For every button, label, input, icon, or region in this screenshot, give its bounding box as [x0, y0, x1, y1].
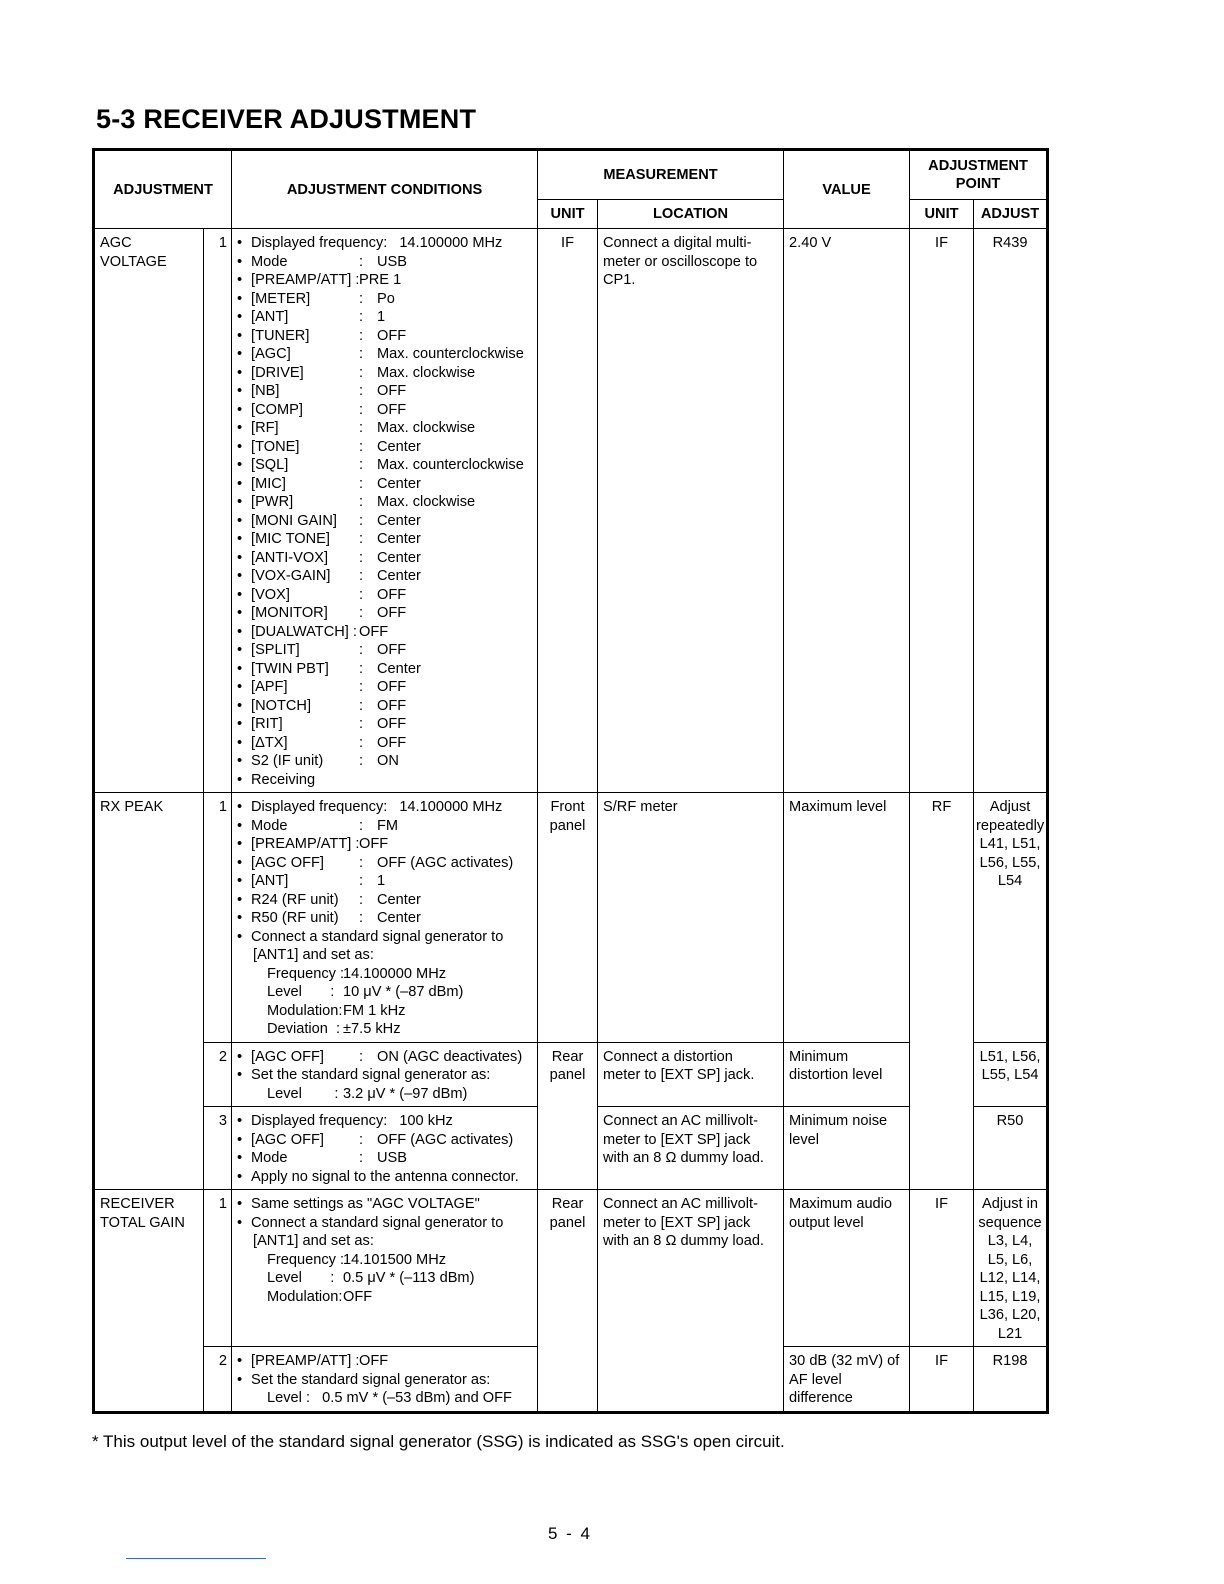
signal-setting: Frequency : 14.101500 MHz — [267, 1251, 447, 1268]
measure-unit: Rear panel — [538, 1190, 598, 1413]
adj-unit: IF — [910, 229, 974, 793]
condition-item: • [VOX] : OFF — [237, 586, 407, 603]
adjustment-name: RECEIVER TOTAL GAIN — [94, 1190, 204, 1413]
value: Minimum distortion level — [784, 1042, 910, 1107]
adjust-point: L51, L56, L55, L54 — [974, 1042, 1048, 1107]
adjustment-table — [92, 148, 1049, 1414]
adjustment-name: AGC VOLTAGE — [94, 229, 204, 793]
value: 2.40 V — [784, 229, 910, 793]
condition-item: • R50 (RF unit) : Center — [237, 910, 421, 926]
measure-location: S/RF meter — [598, 793, 784, 1043]
conditions-list: • Displayed frequency: 14.100000 MHz • Mode : FM • [PREAMP/ATT] : OFF • [AGC OFF] : OFF (AGC activates) • [ANT] : 1 • R24 (RF unit) : Center • R50 (RF unit) : Center • Connect a standard signal generator to [ANT1] and set as: Frequency : 14.100000 MHz Level : 10 μV * (–87 dBm) Modulation: FM 1 kHz Deviation : ±7.5 kHz — [232, 793, 538, 1043]
conditions-list: • Displayed frequency: 100 kHz • [AGC OFF] : OFF (AGC activates) • Mode : USB • Apply no signal to the antenna connector. — [232, 1107, 538, 1190]
condition-item: • [DUALWATCH] : OFF — [237, 623, 389, 640]
adjustment-name: RX PEAK — [94, 793, 204, 1190]
step-number: 3 — [204, 1107, 232, 1190]
signal-setting: Modulation: FM 1 kHz — [267, 1002, 406, 1019]
condition-item: • Mode : FM — [237, 817, 399, 834]
condition-item: • Displayed frequency: 100 kHz — [237, 1113, 453, 1129]
signal-setting: Deviation : ±7.5 kHz — [267, 1021, 401, 1037]
header-location: LOCATION — [598, 200, 784, 229]
condition-item: • [MONITOR] : OFF — [237, 605, 407, 621]
condition-item: • Displayed frequency: 14.100000 MHz — [237, 235, 503, 251]
condition-item: • [AGC OFF] : OFF (AGC activates) — [237, 1131, 514, 1148]
condition-item: • [MIC] : Center — [237, 475, 421, 492]
measure-location: Connect a distortion meter to [EXT SP] jack. — [598, 1042, 784, 1107]
signal-setting: Level : 10 μV * (–87 dBm) — [267, 984, 464, 1000]
conditions-list: • [PREAMP/ATT] : OFF • Set the standard signal generator as: Level : 0.5 mV * (–53 dBm) and OFF — [232, 1347, 538, 1413]
condition-item: • [TWIN PBT] : Center — [237, 660, 421, 677]
condition-item: • [ANT] : 1 — [237, 309, 386, 325]
adjust-point: R198 — [974, 1347, 1048, 1413]
condition-item: • [PWR] : Max. clockwise — [237, 494, 476, 510]
divider — [126, 1558, 266, 1559]
table-row — [94, 1042, 1048, 1107]
table-row — [94, 229, 1048, 793]
header-adj-unit: UNIT — [910, 200, 974, 229]
adjust-point: Adjust in sequence L3, L4, L5, L6, L12, L14, L15, L19, L36, L20, L21 — [974, 1190, 1048, 1347]
measure-location: Connect a digital multi- meter or oscilloscope to CP1. — [598, 229, 784, 793]
header-unit: UNIT — [538, 200, 598, 229]
adj-unit: RF — [910, 793, 974, 1190]
measure-unit: Front panel — [538, 793, 598, 1043]
condition-item: • [RIT] : OFF — [237, 716, 407, 732]
measure-location: Connect an AC millivolt- meter to [EXT SP] jack with an 8 Ω dummy load. — [598, 1107, 784, 1190]
page-title: 5-3 RECEIVER ADJUSTMENT — [96, 104, 477, 134]
signal-setting: Modulation: OFF — [267, 1288, 373, 1305]
condition-item: • [MONI GAIN] : Center — [237, 512, 421, 529]
condition-item: • [SQL] : Max. counterclockwise — [237, 457, 524, 473]
condition-item: • [NOTCH] : OFF — [237, 697, 407, 714]
page-number: 5 - 4 — [548, 1524, 593, 1543]
signal-setting: Level : 0.5 μV * (–113 dBm) — [267, 1270, 475, 1286]
conditions-list: • [AGC OFF] : ON (AGC deactivates) • Set the standard signal generator as: Level : 3.2 μV * (–97 dBm) — [232, 1042, 538, 1107]
condition-item: • [PREAMP/ATT] : PRE 1 — [237, 272, 402, 288]
condition-item: • Mode : USB — [237, 253, 408, 270]
condition-item: • [RF] : Max. clockwise — [237, 420, 476, 436]
condition-item: • [METER] : Po — [237, 290, 395, 307]
condition-item: • [MIC TONE] : Center — [237, 531, 421, 547]
condition-item: • R24 (RF unit) : Center — [237, 891, 421, 908]
condition-item: • [AGC] : Max. counterclockwise — [237, 346, 524, 362]
header-adjustment-point: ADJUSTMENT POINT — [910, 150, 1048, 200]
condition-item: • Receiving — [237, 771, 316, 788]
condition-item: • [NB] : OFF — [237, 383, 407, 399]
header-conditions: ADJUSTMENT CONDITIONS — [232, 150, 538, 229]
header-value: VALUE — [784, 150, 910, 229]
condition-item: • [SPLIT] : OFF — [237, 642, 407, 658]
condition-item: • [DRIVE] : Max. clockwise — [237, 364, 476, 381]
measure-unit: Rear panel — [538, 1042, 598, 1190]
footnote: * This output level of the standard signal generator (SSG) is indicated as SSG's open circuit. — [92, 1432, 785, 1451]
value: Maximum level — [784, 793, 910, 1043]
header-measurement: MEASUREMENT — [538, 150, 784, 200]
step-number: 2 — [204, 1042, 232, 1107]
condition-item: • Displayed frequency: 14.100000 MHz — [237, 799, 503, 815]
step-number: 1 — [204, 229, 232, 793]
condition-item: • [ΔTX] : OFF — [237, 734, 407, 751]
condition-item: • [ANT] : 1 — [237, 873, 386, 889]
condition-item: • S2 (IF unit) : ON — [237, 753, 399, 769]
condition-item: • [COMP] : OFF — [237, 401, 407, 418]
adjust-point: Adjust repeatedly L41, L51, L56, L55, L54 — [974, 793, 1048, 1043]
measure-unit: IF — [538, 229, 598, 793]
measure-location: Connect an AC millivolt- meter to [EXT SP] jack with an 8 Ω dummy load. — [598, 1190, 784, 1413]
condition-item: • [VOX-GAIN] : Center — [237, 568, 421, 584]
header-adjust: ADJUST — [974, 200, 1048, 229]
condition-item: • [ANTI-VOX] : Center — [237, 549, 421, 566]
condition-item: • [AGC OFF] : OFF (AGC activates) — [237, 854, 514, 871]
condition-item: • [TUNER] : OFF — [237, 327, 407, 344]
adj-unit: IF — [910, 1347, 974, 1413]
adjust-point: R50 — [974, 1107, 1048, 1190]
value: Maximum audio output level — [784, 1190, 910, 1347]
adj-unit: IF — [910, 1190, 974, 1347]
table-row — [94, 793, 1048, 1043]
condition-item: • [TONE] : Center — [237, 438, 421, 455]
table-row — [94, 1190, 1048, 1347]
step-number: 2 — [204, 1347, 232, 1413]
step-number: 1 — [204, 793, 232, 1043]
condition-item: • [PREAMP/ATT] : OFF — [237, 836, 389, 852]
step-number: 1 — [204, 1190, 232, 1347]
value: 30 dB (32 mV) of AF level difference — [784, 1347, 910, 1413]
condition-item: • Mode : USB — [237, 1150, 408, 1166]
conditions-list: • Same settings as "AGC VOLTAGE" • Connect a standard signal generator to [ANT1] and set as: Frequency : 14.101500 MHz Level : 0.5 μV * (–113 dBm) Modulation: OFF — [232, 1190, 538, 1347]
adjust-point: R439 — [974, 229, 1048, 793]
value: Minimum noise level — [784, 1107, 910, 1190]
signal-setting: Frequency : 14.100000 MHz — [267, 965, 447, 982]
condition-item: • [APF] : OFF — [237, 679, 407, 695]
conditions-list — [232, 229, 538, 793]
header-adjustment: ADJUSTMENT — [94, 150, 232, 229]
